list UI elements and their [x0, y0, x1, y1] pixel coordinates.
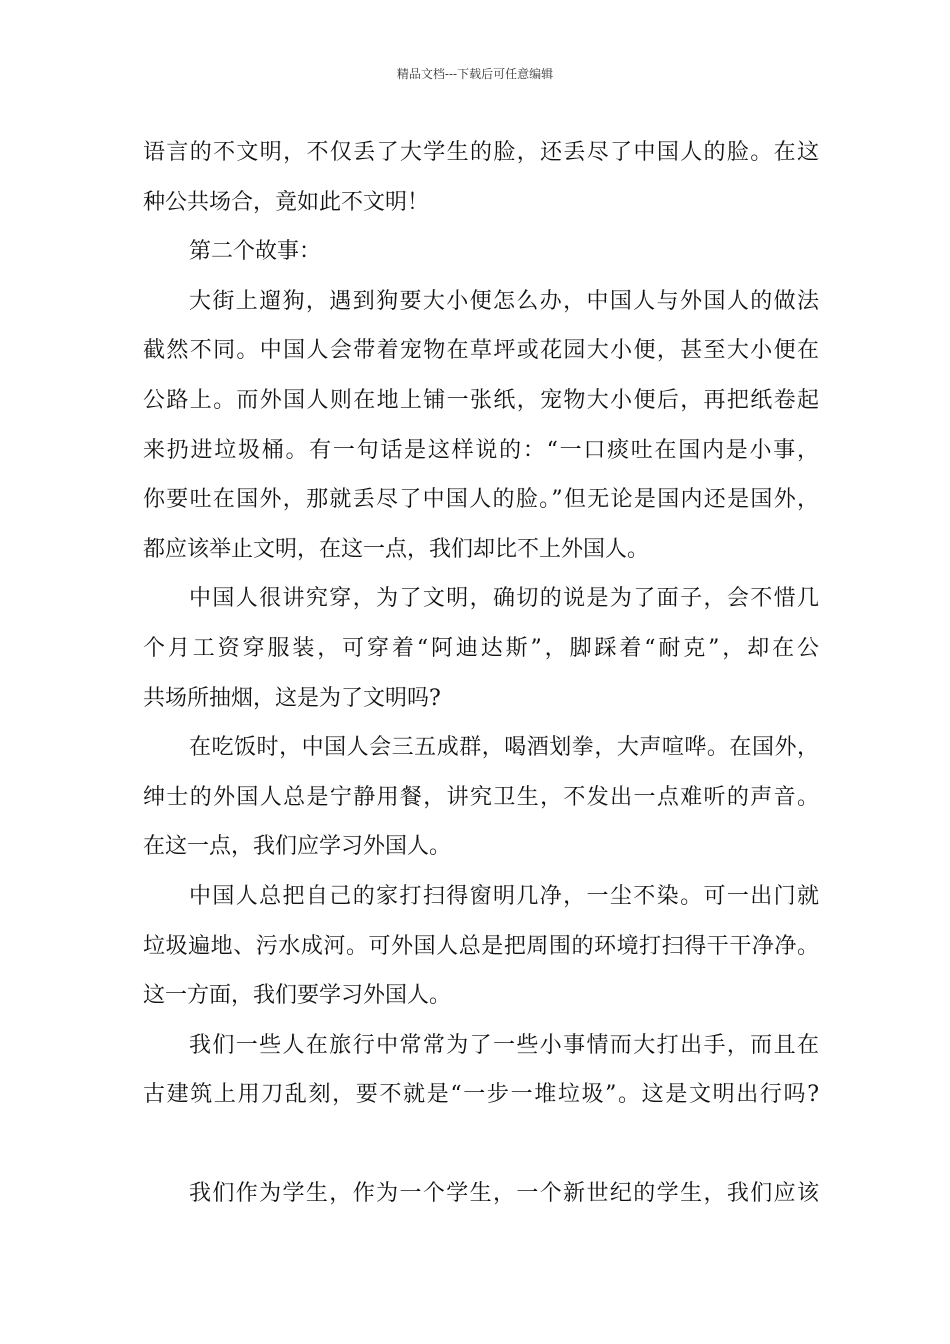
paragraph — [143, 723, 819, 872]
text-line: 共场所抽烟，这是为了文明吗? — [143, 685, 441, 711]
text-line: 古建筑上用刀乱刻，要不就是“一步一堆垃圾”。这是文明出行吗? — [143, 1082, 819, 1108]
text-line: 这一方面，我们要学习外国人。 — [143, 983, 452, 1009]
text-line: 中国人总把自己的家打扫得窗明几净，一尘不染。可一出门就 — [189, 883, 819, 909]
text-line: 你要吐在国外，那就丢尽了中国人的脸。”但无论是国内还是国外， — [143, 487, 819, 513]
paragraph — [143, 872, 819, 1021]
text-line: 来扔进垃圾桶。有一句话是这样说的：“一口痰吐在国内是小事， — [143, 437, 819, 463]
text-line: 我们一些人在旅行中常常为了一些小事情而大打出手，而且在 — [189, 1032, 819, 1058]
text-line: 公路上。而外国人则在地上铺一张纸，宠物大小便后，再把纸卷起 — [143, 387, 819, 413]
text-line: 第二个故事： — [189, 239, 322, 265]
text-line: 截然不同。中国人会带着宠物在草坪或花园大小便，甚至大小便在 — [143, 338, 819, 364]
paragraph — [143, 574, 819, 723]
paragraph — [143, 128, 819, 227]
paragraph — [143, 1169, 819, 1219]
page-header: 精品文档---下载后可任意编辑 — [396, 67, 554, 81]
paragraph-gap — [143, 1120, 819, 1169]
text-line: 个月工资穿服装，可穿着“阿迪达斯”，脚踩着“耐克”，却在公 — [143, 635, 819, 661]
document-body — [143, 128, 819, 1218]
text-line: 绅士的外国人总是宁静用餐，讲究卫生，不发出一点难听的声音。 — [143, 784, 819, 810]
text-line: 在这一点，我们应学习外国人。 — [143, 834, 452, 860]
paragraph — [143, 277, 819, 575]
paragraph — [143, 1021, 819, 1120]
text-line: 中国人很讲究穿，为了文明，确切的说是为了面子，会不惜几 — [189, 586, 819, 612]
text-line: 种公共场合，竟如此不文明！ — [143, 189, 430, 215]
text-line: 大街上遛狗，遇到狗要大小便怎么办，中国人与外国人的做法 — [189, 288, 819, 314]
text-line: 垃圾遍地、污水成河。可外国人总是把周围的环境打扫得干干净净。 — [143, 933, 819, 959]
text-line: 语言的不文明，不仅丢了大学生的脸，还丢尽了中国人的脸。在这 — [143, 140, 819, 165]
text-line: 我们作为学生，作为一个学生，一个新世纪的学生，我们应该 — [189, 1180, 819, 1206]
paragraph — [143, 227, 819, 277]
text-line: 都应该举止文明，在这一点，我们却比不上外国人。 — [143, 536, 650, 562]
text-line: 在吃饭时，中国人会三五成群，喝酒划拳，大声喧哗。在国外， — [189, 735, 819, 761]
